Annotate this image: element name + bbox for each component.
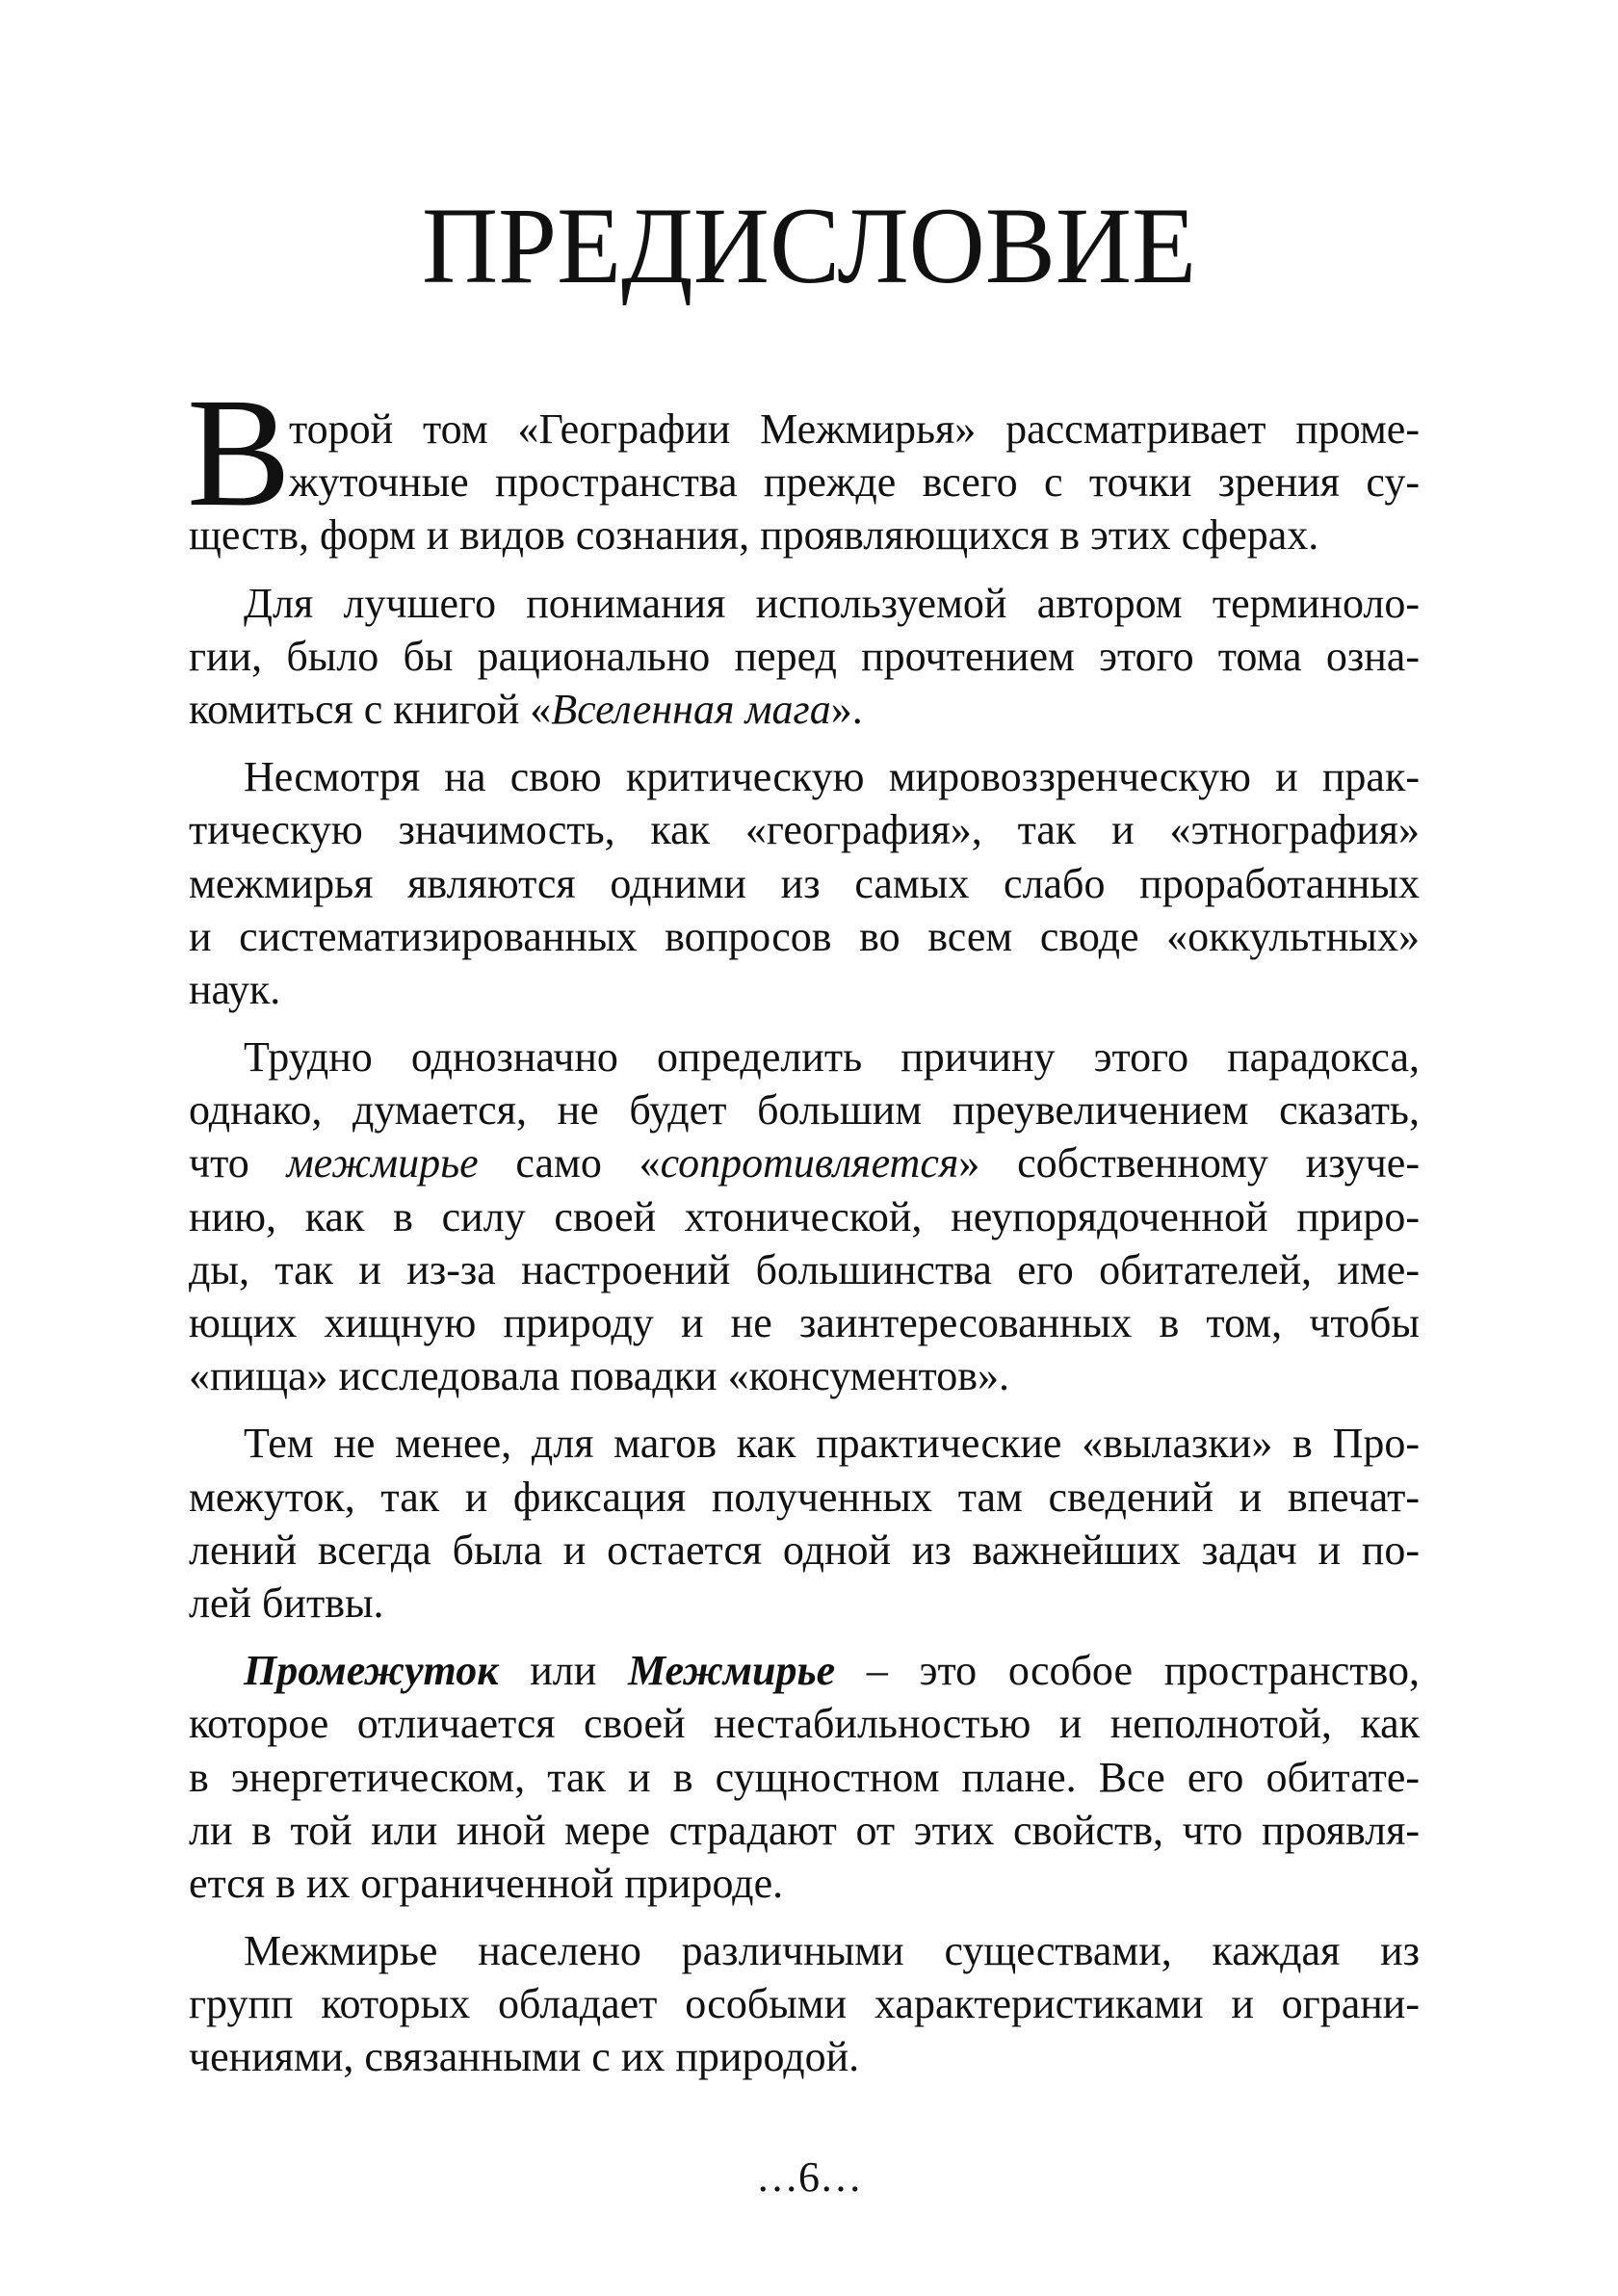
text-segment: ». (830, 685, 863, 733)
italic-term: сопротивляется (660, 1139, 959, 1187)
text-line (189, 1190, 1420, 1243)
text-line (189, 577, 1420, 630)
text-segment: чениями, связанными с их природой. (189, 2033, 860, 2081)
text-segment: торой том «Географии Межмирья» рассматривает проме- (289, 405, 1420, 453)
paragraph (189, 1031, 1420, 1402)
text-segment: и систематизированных вопросов во всем своде «оккультных» (189, 912, 1420, 960)
text-segment: жуточные пространства прежде всего с точки зрения су- (289, 458, 1420, 507)
text-line (189, 1977, 1420, 2030)
text-line (189, 1924, 1420, 1977)
paragraph (189, 750, 1420, 1016)
bold-italic-term: Промежуток (244, 1647, 499, 1695)
paragraph (189, 1644, 1420, 1910)
text-line (189, 509, 1420, 561)
text-segment: наук. (189, 965, 281, 1013)
text-line (189, 1136, 1420, 1189)
text-line (189, 456, 1420, 509)
italic-term: Вселенная мага (551, 685, 831, 733)
text-segment: Трудно однозначно определить причину этого парадокса, (244, 1033, 1420, 1082)
text-segment: Для лучшего понимания используемой автором терминоло- (244, 579, 1420, 627)
text-segment: » собственному изуче- (958, 1139, 1420, 1187)
text-line (189, 683, 1420, 736)
page-title: ПРЕДИСЛОВИЕ (421, 186, 1197, 306)
text-segment: лей битвы. (189, 1578, 384, 1627)
text-segment: групп которых обладает особыми характеристиками и ограни- (189, 1980, 1420, 2028)
text-segment: ется в их ограниченной природе. (189, 1859, 784, 1907)
text-line (189, 1471, 1420, 1524)
text-line (189, 1243, 1420, 1296)
text-segment: само « (478, 1139, 661, 1187)
text-segment: «пища» исследовала повадки «консументов». (189, 1352, 1009, 1400)
text-line (189, 910, 1420, 963)
text-segment: ли в той или иной мере страдают от этих свойств, что проявля- (189, 1806, 1420, 1854)
text-line (189, 1804, 1420, 1857)
text-line (189, 857, 1420, 910)
text-line (189, 1577, 1420, 1630)
text-line (189, 1417, 1420, 1470)
text-segment: гии, было бы рационально перед прочтением этого тома озна- (189, 632, 1420, 680)
text-segment: что (189, 1139, 287, 1187)
text-line (189, 1031, 1420, 1083)
text-segment: Несмотря на свою критическую мировоззренческую и прак- (244, 753, 1420, 801)
text-line (189, 1296, 1420, 1349)
text-line (189, 1349, 1420, 1402)
text-line (189, 1857, 1420, 1910)
text-line (189, 1644, 1420, 1697)
text-line (189, 2030, 1420, 2083)
text-segment: однако, думается, не будет большим преувеличением сказать, (189, 1086, 1420, 1135)
text-line (189, 1697, 1420, 1750)
text-line (189, 963, 1420, 1016)
preface-body (187, 367, 1420, 2099)
text-segment: межуток, так и фиксация полученных там сведений и впечат- (189, 1473, 1420, 1521)
text-segment: лений всегда была и остается одной из важнейших задач и по- (189, 1526, 1420, 1574)
paragraph (189, 1417, 1420, 1630)
text-line (189, 1751, 1420, 1804)
text-segment: или (498, 1647, 629, 1695)
drop-cap: В (187, 367, 292, 539)
text-segment: тическую значимость, как «география», так и «этнография» (189, 806, 1420, 854)
text-line (189, 803, 1420, 856)
text-segment: которое отличается своей нестабильностью и неполнотой, как (189, 1700, 1420, 1748)
text-segment: ществ, форм и видов сознания, проявляющихся в этих сферах. (189, 511, 1319, 560)
text-line (189, 1524, 1420, 1577)
text-line (189, 750, 1420, 803)
text-segment: Межмирье населено различными существами, каждая из (244, 1927, 1420, 1975)
paragraph (189, 1924, 1420, 2084)
page-number: …6… (756, 2153, 862, 2201)
text-segment: нию, как в силу своей хтонической, неупорядоченной приро- (189, 1192, 1420, 1240)
paragraph (187, 367, 1420, 562)
text-segment: Тем не менее, для магов как практические «вылазки» в Про- (244, 1420, 1420, 1468)
text-segment: межмирья являются одними из самых слабо проработанных (189, 859, 1420, 907)
text-line (189, 630, 1420, 683)
text-line (189, 1083, 1420, 1136)
italic-term: межмирье (286, 1139, 479, 1187)
paragraph (189, 577, 1420, 737)
text-line (189, 403, 1420, 456)
bold-italic-term: Межмирье (628, 1647, 836, 1695)
text-segment: ды, так и из-за настроений большинства его обитателей, име- (189, 1245, 1420, 1293)
text-segment: – это особое пространство, (835, 1647, 1420, 1695)
text-segment: в энергетическом, так и в сущностном плане. Все его обитате- (189, 1753, 1420, 1801)
text-segment: комиться с книгой « (189, 685, 552, 733)
text-segment: ющих хищную природу и не заинтересованных в том, чтобы (189, 1299, 1420, 1346)
